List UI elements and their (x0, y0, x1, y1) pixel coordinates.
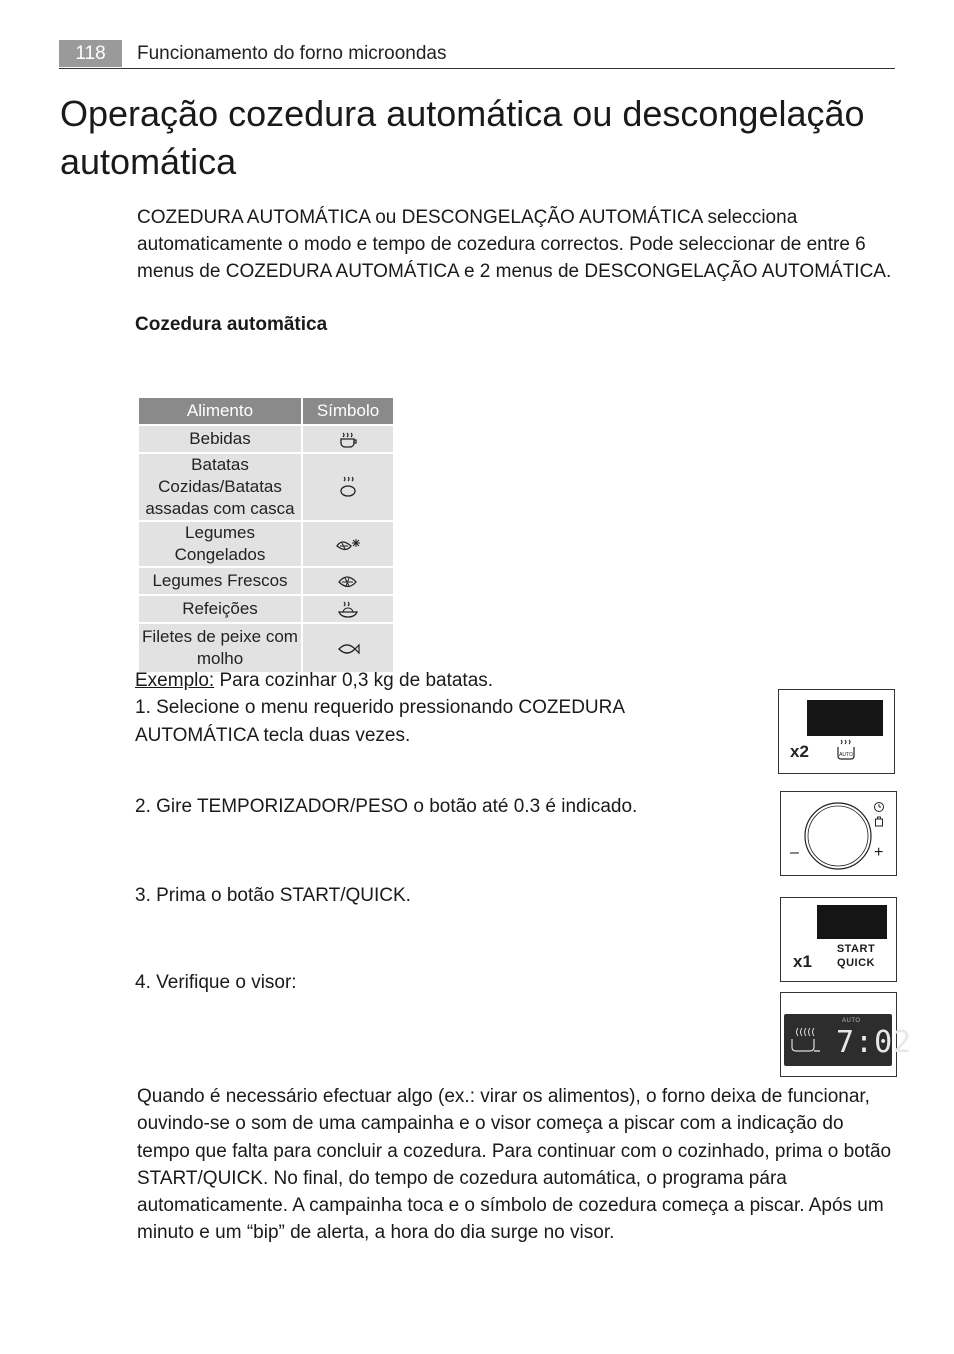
frozen-vegetables-icon (303, 522, 393, 566)
start-quick-key-illustration (780, 897, 897, 982)
example-label: Exemplo: (135, 670, 215, 691)
step-2: 2. Gire TEMPORIZADOR/PESO o botão até 0.3 é indicado. (135, 796, 638, 817)
auto-cook-key-icon (835, 739, 857, 761)
auto-indicator: AUTO (842, 1018, 861, 1024)
fresh-vegetables-icon (303, 568, 393, 594)
svg-text:AUTO: AUTO (839, 752, 853, 758)
example-line (135, 668, 493, 694)
food-cell: Filetes de peixe com molho (139, 624, 301, 672)
press-count: x2 (790, 742, 809, 761)
page-title: Operação cozedura automática ou descongelação automática (60, 93, 865, 182)
display-screen (817, 905, 887, 939)
step-1: 1. Selecione o menu requerido pressionando COZEDURA AUTOMÁTICA tecla duas vezes. (135, 697, 624, 746)
column-header-food: Alimento (139, 398, 301, 424)
press-count: x1 (793, 952, 812, 971)
auto-cook-symbol-icon (788, 1024, 822, 1056)
step-4: 4. Verifique o visor: (135, 972, 297, 993)
potato-steam-icon (303, 454, 393, 520)
display-time: 7:02 (836, 1025, 913, 1060)
column-header-symbol: Símbolo (303, 398, 393, 424)
step-3: 3. Prima o botão START/QUICK. (135, 885, 411, 906)
auto-cook-table (137, 396, 395, 674)
meal-plate-icon (303, 596, 393, 622)
lcd-display (784, 1014, 913, 1066)
example-text: Para cozinhar 0,3 kg de batatas. (214, 670, 494, 691)
page-number: 118 (59, 40, 122, 67)
table-row (139, 454, 393, 520)
food-cell: Bebidas (139, 426, 301, 452)
dial-knob-icon (781, 792, 896, 875)
food-cell: Batatas Cozidas/Batatas assadas com casca (139, 454, 301, 520)
food-cell: Legumes Frescos (139, 568, 301, 594)
fish-icon (303, 624, 393, 672)
plus-label: + (874, 844, 884, 861)
start-quick-key-label (831, 942, 881, 970)
start-label: START (836, 943, 876, 955)
timer-weight-dial-illustration (780, 791, 897, 876)
minus-label: – (790, 844, 799, 861)
display-readout-illustration (780, 992, 913, 1077)
auto-key-illustration (778, 689, 895, 774)
table-row (139, 596, 393, 622)
quick-label: QUICK (837, 957, 875, 969)
display-screen (807, 700, 883, 736)
header-divider (59, 68, 895, 69)
table-row (139, 568, 393, 594)
subheading: Cozedura automãtica (135, 314, 328, 335)
food-cell: Refeições (139, 596, 301, 622)
food-cell: Legumes Congelados (139, 522, 301, 566)
section-title: Funcionamento do forno microondas (137, 43, 447, 64)
table-row (139, 624, 393, 672)
intro-paragraph: COZEDURA AUTOMÁTICA ou DESCONGELAÇÃO AUTOMÁTICA selecciona automaticamente o modo e tempo de cozedura correctos. Pode seleccionar de entre 6 menus de COZEDURA AUTOMÁTICA e 2 menus de DESCONGELAÇÃO AUTOMÁTICA. (137, 207, 892, 282)
cup-steam-icon (303, 426, 393, 452)
closing-paragraph: Quando é necessário efectuar algo (ex.: virar os alimentos), o forno deixa de funcionar, ouvindo-se o som de uma campainha e o visor começa a piscar com a indicação do tempo que falta para concluir a cozedura. Para continuar com o cozinhado, prima o botão START/QUICK. No final, do tempo de cozedura automática, o programa pára automaticamente. A campainha toca e o símbolo de cozedura começa a piscar. Após um minuto e um “bip” de alerta, a hora do dia surge no visor. (137, 1086, 892, 1244)
table-row (139, 426, 393, 452)
table-row (139, 522, 393, 566)
